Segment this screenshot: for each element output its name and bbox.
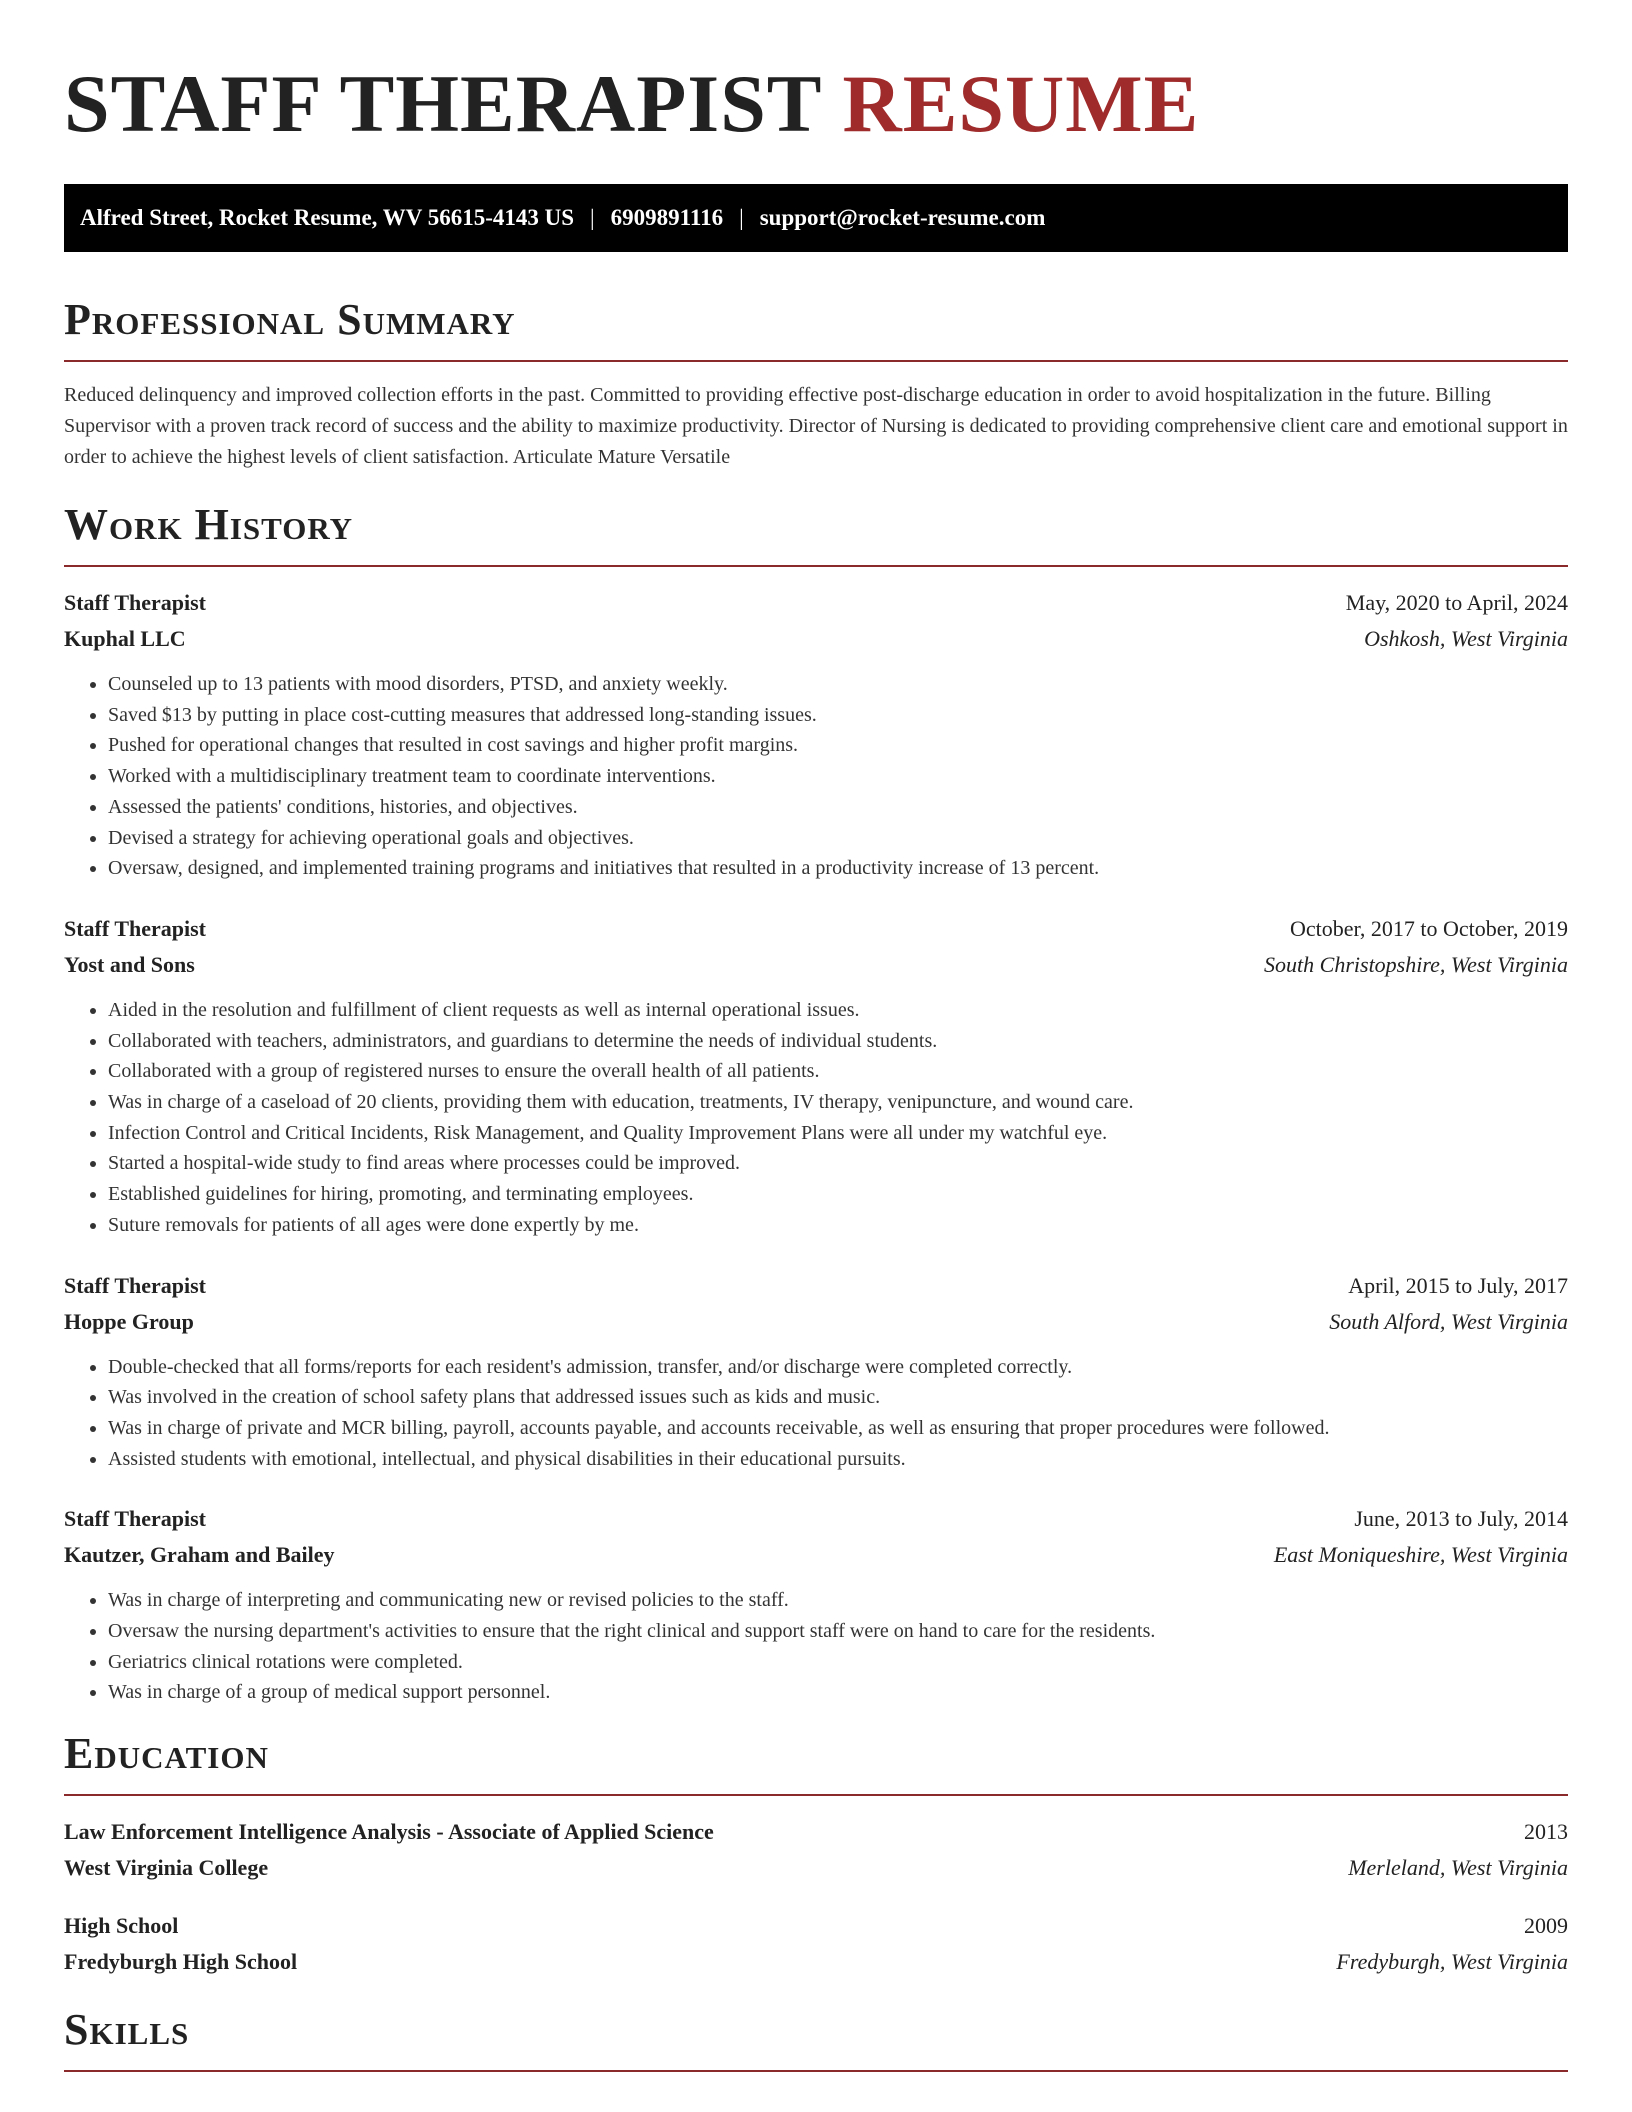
education-heading: Education xyxy=(64,1729,269,1779)
job-header-row xyxy=(64,585,1568,621)
list-item: • Counseled up to 13 patients with mood disorders, PTSD, and anxiety weekly. xyxy=(108,669,1568,700)
job-bullets xyxy=(64,669,1568,884)
education-school: Fredyburgh High School xyxy=(64,1949,298,1975)
contact-email: support@rocket-resume.com xyxy=(759,205,1046,230)
job-company-row xyxy=(64,621,1568,657)
list-item: • Oversaw the nursing department's activities to ensure that the right clinical and support staff were on hand to care for the residents. xyxy=(108,1616,1568,1647)
skills-section xyxy=(64,2004,1568,2072)
job-entry xyxy=(64,911,1568,1241)
summary-heading: Professional Summary xyxy=(64,295,516,344)
education-school: West Virginia College xyxy=(64,1855,269,1881)
job-header-row xyxy=(64,1501,1568,1537)
education-location: Fredyburgh, West Virginia xyxy=(1336,1949,1568,1975)
work-history-section xyxy=(64,499,1568,1708)
education-section xyxy=(64,1728,1568,1980)
list-item: • Was in charge of interpreting and communicating new or revised policies to the staff. xyxy=(108,1585,1568,1616)
job-location: East Moniqueshire, West Virginia xyxy=(1273,1542,1568,1568)
job-dates: June, 2013 to July, 2014 xyxy=(1354,1506,1568,1532)
education-entry xyxy=(64,1814,1568,1886)
list-item: • Worked with a multidisciplinary treatment team to coordinate interventions. xyxy=(108,761,1568,792)
education-year: 2009 xyxy=(1524,1913,1568,1939)
job-entry xyxy=(64,585,1568,884)
job-bullets xyxy=(64,995,1568,1241)
list-item: • Was in charge of a group of medical support personnel. xyxy=(108,1677,1568,1708)
list-item: • Was in charge of a caseload of 20 clients, providing them with education, treatments, IV therapy, venipuncture, and wound care. xyxy=(108,1087,1568,1118)
work-history-heading: Work History xyxy=(64,500,354,549)
list-item: • Suture removals for patients of all ages were done expertly by me. xyxy=(108,1210,1568,1241)
job-company: Kautzer, Graham and Bailey xyxy=(64,1542,335,1568)
list-item: • Saved $13 by putting in place cost-cutting measures that addressed long-standing issues. xyxy=(108,700,1568,731)
education-degree-row xyxy=(64,1814,1568,1850)
job-company-row xyxy=(64,947,1568,983)
job-bullets xyxy=(64,1585,1568,1708)
job-company: Hoppe Group xyxy=(64,1308,194,1334)
job-location: South Christopshire, West Virginia xyxy=(1264,951,1568,977)
job-location: South Alford, West Virginia xyxy=(1329,1308,1568,1334)
list-item: • Infection Control and Critical Incidents, Risk Management, and Quality Improvement Plans were all under my watchful eye. xyxy=(108,1118,1568,1149)
section-divider xyxy=(64,1794,1568,1796)
contact-address: Alfred Street, Rocket Resume, WV 56615-4143 US xyxy=(80,205,575,230)
list-item: • Assisted students with emotional, intellectual, and physical disabilities in their educational pursuits. xyxy=(108,1444,1568,1475)
section-divider xyxy=(64,2070,1568,2072)
job-title: Staff Therapist xyxy=(64,1272,206,1298)
list-item: • Geriatrics clinical rotations were completed. xyxy=(108,1647,1568,1678)
title-main: STAFF THERAPIST xyxy=(64,58,822,149)
contact-phone: 6909891116 xyxy=(610,205,724,230)
education-location: Merleland, West Virginia xyxy=(1348,1855,1568,1881)
contact-separator: | xyxy=(739,205,744,230)
job-company: Kuphal LLC xyxy=(64,626,186,651)
resume-title xyxy=(64,0,1568,150)
list-item: • Started a hospital-wide study to find areas where processes could be improved. xyxy=(108,1148,1568,1179)
list-item: • Assessed the patients' conditions, histories, and objectives. xyxy=(108,792,1568,823)
job-entry xyxy=(64,1268,1568,1475)
job-header-row xyxy=(64,1268,1568,1304)
list-item: • Aided in the resolution and fulfillment of client requests as well as internal operational issues. xyxy=(108,995,1568,1026)
section-divider xyxy=(64,565,1568,567)
list-item: • Pushed for operational changes that resulted in cost savings and higher profit margins. xyxy=(108,730,1568,761)
list-item: • Collaborated with a group of registered nurses to ensure the overall health of all patients. xyxy=(108,1056,1568,1087)
job-title: Staff Therapist xyxy=(64,1506,206,1532)
list-item: • Was involved in the creation of school safety plans that addressed issues such as kids and music. xyxy=(108,1382,1568,1413)
education-year: 2013 xyxy=(1524,1819,1568,1845)
education-degree: Law Enforcement Intelligence Analysis - Associate of Applied Science xyxy=(64,1819,714,1845)
contact-bar xyxy=(64,184,1568,252)
job-entry xyxy=(64,1501,1568,1708)
education-school-row xyxy=(64,1850,1568,1886)
job-location: Oshkosh, West Virginia xyxy=(1364,626,1568,651)
education-degree-row xyxy=(64,1908,1568,1944)
section-divider xyxy=(64,360,1568,362)
contact-separator: | xyxy=(590,205,595,230)
list-item: • Established guidelines for hiring, promoting, and terminating employees. xyxy=(108,1179,1568,1210)
job-company-row xyxy=(64,1537,1568,1573)
skills-heading: Skills xyxy=(64,2005,190,2055)
title-accent: RESUME xyxy=(842,58,1200,149)
education-school-row xyxy=(64,1944,1568,1980)
job-company-row xyxy=(64,1304,1568,1340)
list-item: • Collaborated with teachers, administrators, and guardians to determine the needs of individual students. xyxy=(108,1026,1568,1057)
list-item: • Was in charge of private and MCR billing, payroll, accounts payable, and accounts receivable, as well as ensuring that proper procedures were followed. xyxy=(108,1413,1568,1444)
list-item: • Devised a strategy for achieving operational goals and objectives. xyxy=(108,823,1568,854)
job-dates: May, 2020 to April, 2024 xyxy=(1345,590,1568,615)
summary-text: Reduced delinquency and improved collection efforts in the past. Committed to providing effective post-discharge education in order to avoid hospitalization in the future. Billing Supervisor with a proven track record of success and the ability to maximize productivity. Director of Nursing is dedicated to providing comprehensive client care and emotional support in order to achieve the highest levels of client satisfaction. Articulate Mature Versatile xyxy=(64,384,1568,468)
job-title: Staff Therapist xyxy=(64,915,206,941)
education-degree: High School xyxy=(64,1913,179,1939)
job-dates: April, 2015 to July, 2017 xyxy=(1348,1272,1568,1298)
job-header-row xyxy=(64,911,1568,947)
education-entry xyxy=(64,1908,1568,1980)
summary-section xyxy=(64,294,1568,473)
list-item: • Double-checked that all forms/reports for each resident's admission, transfer, and/or discharge were completed correctly. xyxy=(108,1352,1568,1383)
list-item: • Oversaw, designed, and implemented training programs and initiatives that resulted in a productivity increase of 13 percent. xyxy=(108,853,1568,884)
job-title: Staff Therapist xyxy=(64,590,206,615)
job-company: Yost and Sons xyxy=(64,951,195,977)
job-dates: October, 2017 to October, 2019 xyxy=(1289,915,1568,941)
job-bullets xyxy=(64,1352,1568,1475)
